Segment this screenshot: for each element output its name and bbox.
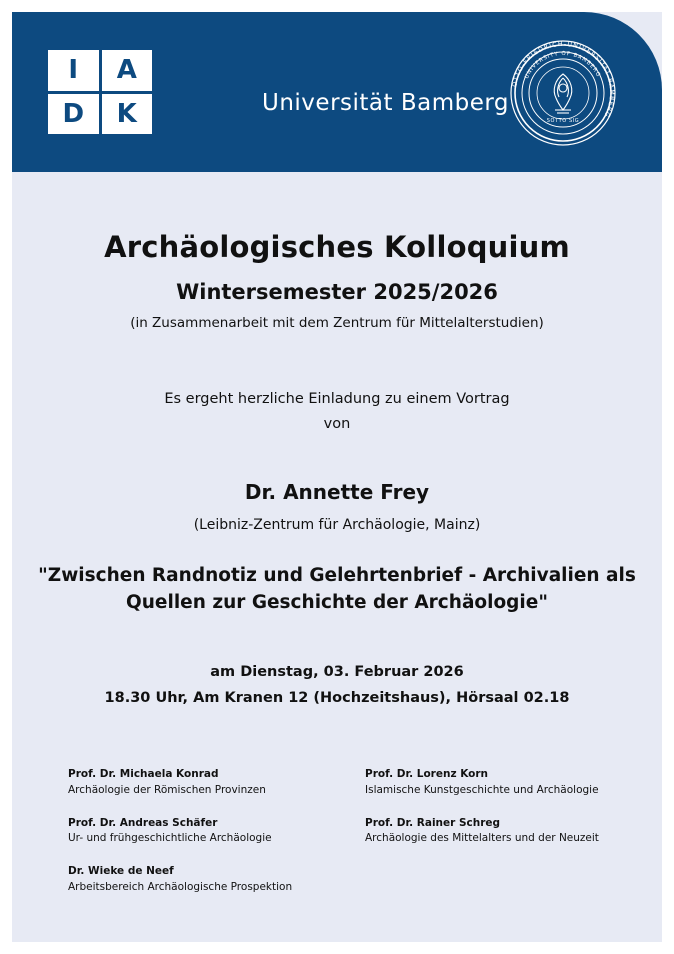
- invitation-line-1: Es ergeht herzliche Einladung zu einem Vortrag: [164, 391, 510, 407]
- invitation-line-2: von: [323, 416, 351, 433]
- talk-title: "Zwischen Randnotiz und Gelehrtenbrief - Archivalien als Quellen zur Geschichte der Archäologie": [38, 564, 636, 613]
- poster-content: [12, 172, 662, 942]
- professor-entry: [365, 816, 662, 848]
- semester-label: Wintersemester 2025/2026: [176, 280, 498, 304]
- professor-field: Ur- und frühgeschichtliche Archäologie: [68, 832, 272, 845]
- iadk-logo: [48, 50, 152, 134]
- professors-column-right: [337, 767, 662, 913]
- event-time-place: 18.30 Uhr, Am Kranen 12 (Hochzeitshaus), Hörsaal 02.18: [104, 689, 570, 706]
- professor-entry: [365, 767, 662, 799]
- speaker-name: Dr. Annette Frey: [244, 479, 430, 504]
- poster-page: [12, 12, 662, 942]
- event-date: am Dienstag, 03. Februar 2026: [210, 664, 464, 681]
- logo-letter-k: K: [102, 94, 153, 135]
- logo-letter-d: D: [48, 94, 99, 135]
- invitation-block: [12, 387, 662, 438]
- svg-text:SOTTO SIG: SOTTO SIG: [546, 118, 580, 124]
- logo-letter-i: I: [48, 50, 99, 91]
- page-title: Archäologisches Kolloquium: [104, 230, 570, 264]
- professors-list: [12, 767, 662, 913]
- professor-name: Prof. Dr. Lorenz Korn: [365, 768, 489, 780]
- svg-text:OTTO-FRIEDRICH-UNIVERSITÄT BAM: OTTO-FRIEDRICH-UNIVERSITÄT BAMBERG: [511, 40, 616, 119]
- professors-column-left: [12, 767, 337, 913]
- professor-field: Islamische Kunstgeschichte und Archäologie: [365, 783, 599, 796]
- poster-header: [12, 12, 662, 172]
- professor-field: Arbeitsbereich Archäologische Prospektion: [68, 880, 293, 893]
- professor-entry: [68, 816, 337, 848]
- professor-entry: [68, 767, 337, 799]
- logo-letter-a: A: [102, 50, 153, 91]
- svg-text:UNIVERSITY OF BAMBERG: UNIVERSITY OF BAMBERG: [523, 50, 602, 80]
- professor-entry: [68, 864, 337, 896]
- professor-field: Archäologie der Römischen Provinzen: [68, 783, 266, 796]
- professor-name: Prof. Dr. Michaela Konrad: [68, 768, 219, 780]
- professor-name: Dr. Wieke de Neef: [68, 865, 174, 877]
- event-details: [12, 660, 662, 711]
- cooperation-note: (in Zusammenarbeit mit dem Zentrum für Mittelalterstudien): [130, 315, 544, 331]
- university-seal-icon: [508, 38, 618, 148]
- speaker-affiliation: (Leibniz-Zentrum für Archäologie, Mainz): [193, 516, 481, 533]
- professor-name: Prof. Dr. Andreas Schäfer: [68, 816, 218, 829]
- university-name: Universität Bamberg: [262, 90, 510, 116]
- professor-field: Archäologie des Mittelalters und der Neuzeit: [365, 832, 599, 845]
- professor-name: Prof. Dr. Rainer Schreg: [365, 816, 501, 829]
